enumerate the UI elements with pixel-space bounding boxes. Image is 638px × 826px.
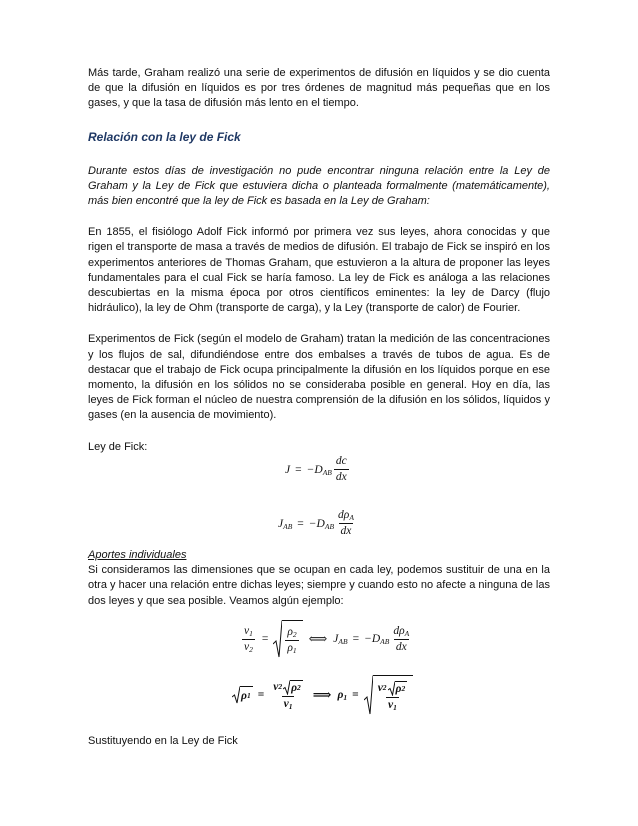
eq3-sqrt: $\frac{\rho_2}{\rho_1}$ <box>273 620 302 658</box>
eq2-equals: = <box>297 517 304 530</box>
eq2-minus: − <box>308 517 317 530</box>
paragraph-aportes: Si consideramos las dimensiones que se ocupan en cada ley, podemos sustituir de una en la otra y hacer una relación entre dichas leyes; siempre y cuando esto no afecte a ninguna de las dos leyes y que sea posible. Veamos algún ejemplo: <box>88 564 550 607</box>
aportes-section <box>88 548 550 609</box>
subheading-aportes: Aportes individuales <box>88 549 187 561</box>
paragraph-sustituyendo: Sustituyendo en la Ley de Fick <box>88 735 238 747</box>
eq1-coef: $D_{AB}$ <box>314 463 332 477</box>
paragraph-fick-experiments: Experimentos de Fick (según el modelo de Graham) tratan la medición de las concentraciones y los flujos de sal, difundiéndose entre dos embalses a través de tubos de agua. Es de destacar que el trabajo de Fick ocupa principalmente la difusión en los líquidos porque en ese momento, la difusión en los sólidos no se consideraba posible en general. Hoy en día, las leyes de Fick forman el núcleo de nuestra comprensión de la difusión en los sólidos, líquidos y gases (en la ausencia de movimiento). <box>88 333 550 422</box>
equation-velocity-density <box>240 620 413 658</box>
eq4-rho1: $\rho_1$ <box>337 689 348 702</box>
eq4-equals: = <box>257 689 265 701</box>
eq3-equals-2: = <box>352 633 360 645</box>
equation-fick-1 <box>285 455 351 484</box>
eq1-equals: = <box>295 463 302 476</box>
eq3-flux: $J_{AB}$ <box>333 633 348 646</box>
eq3-coef: $D_{AB}$ <box>371 633 390 646</box>
radical-sign-icon <box>273 620 282 658</box>
eq3-iff: ⟺ <box>308 631 328 646</box>
eq2-coef: $D_{AB}$ <box>316 517 335 531</box>
equation-density-solution <box>232 675 413 715</box>
section-heading-fick: Relación con la ley de Fick <box>88 129 241 144</box>
eq4-implies: ⟹ <box>312 687 332 702</box>
radical-sign-icon <box>232 686 240 704</box>
paragraph-investigation: Durante estos días de investigación no pude encontrar ninguna relación entre la Ley de Graham y la Ley de Fick que estuviera dicha o planteada formalmente (matemáticamente), más bien encontré que la ley de Fick es basada en la Ley de Graham: <box>88 164 550 208</box>
paragraph-graham-liquids: Más tarde, Graham realizó una serie de experimentos de difusión en líquidos y se dio cuenta de que la difusión en líquidos es por tres órdenes de magnitud más pequeñas que en los gases, y que la tasa de difusión más lento en el tiempo. <box>88 67 550 110</box>
eq3-velocity-ratio: $\frac{v_1}{v_2}$ <box>244 624 253 654</box>
eq2-fraction: $\frac{d\rho_A}{dx}$ <box>338 509 354 537</box>
radical-sign-icon <box>364 675 373 715</box>
eq3-equals: = <box>261 633 269 645</box>
radical-sign-icon <box>388 681 395 696</box>
eq1-minus: − <box>306 463 315 476</box>
paragraph-fick-history: En 1855, el fisiólogo Adolf Fick informó por primera vez sus leyes, ahora conocidas y que rigen el transporte de masa a través de medios de difusión. El trabajo de Fick se inspiró en los experimentos anteriores de Thomas Graham, que estuvieron a la altura de proponer las leyes fundamentales para el cual Fick se haría famoso. La ley de Fick es análoga a las relaciones descubiertas en la misma época por otros científicos eminentes: la ley de Darcy (flujo hidráulico), la ley de Ohm (transporte de carga), y la Ley (transporte de calor) de Fourier. <box>88 226 550 315</box>
radical-sign-icon <box>283 680 290 695</box>
eq4-equals-2: = <box>352 689 359 701</box>
equation-fick-2 <box>278 509 358 538</box>
eq1-fraction: $\frac{dc}{dx}$ <box>335 455 347 483</box>
eq2-lhs: $J_{AB}$ <box>278 517 293 531</box>
eq3-gradient: $\frac{d\rho_A}{dx}$ <box>393 624 410 653</box>
eq1-lhs: J <box>285 463 291 476</box>
eq4-sqrt-rho1: ρ 1 <box>232 686 253 704</box>
document-page <box>88 66 550 455</box>
label-ley-de-fick: Ley de Fick: <box>88 440 148 453</box>
eq3-minus: − <box>364 633 372 645</box>
eq4-fraction-1: v 2 ρ 2 $v_1$ <box>273 680 301 711</box>
eq4-outer-sqrt: v 2 ρ 2 $v_1$ <box>364 675 414 715</box>
